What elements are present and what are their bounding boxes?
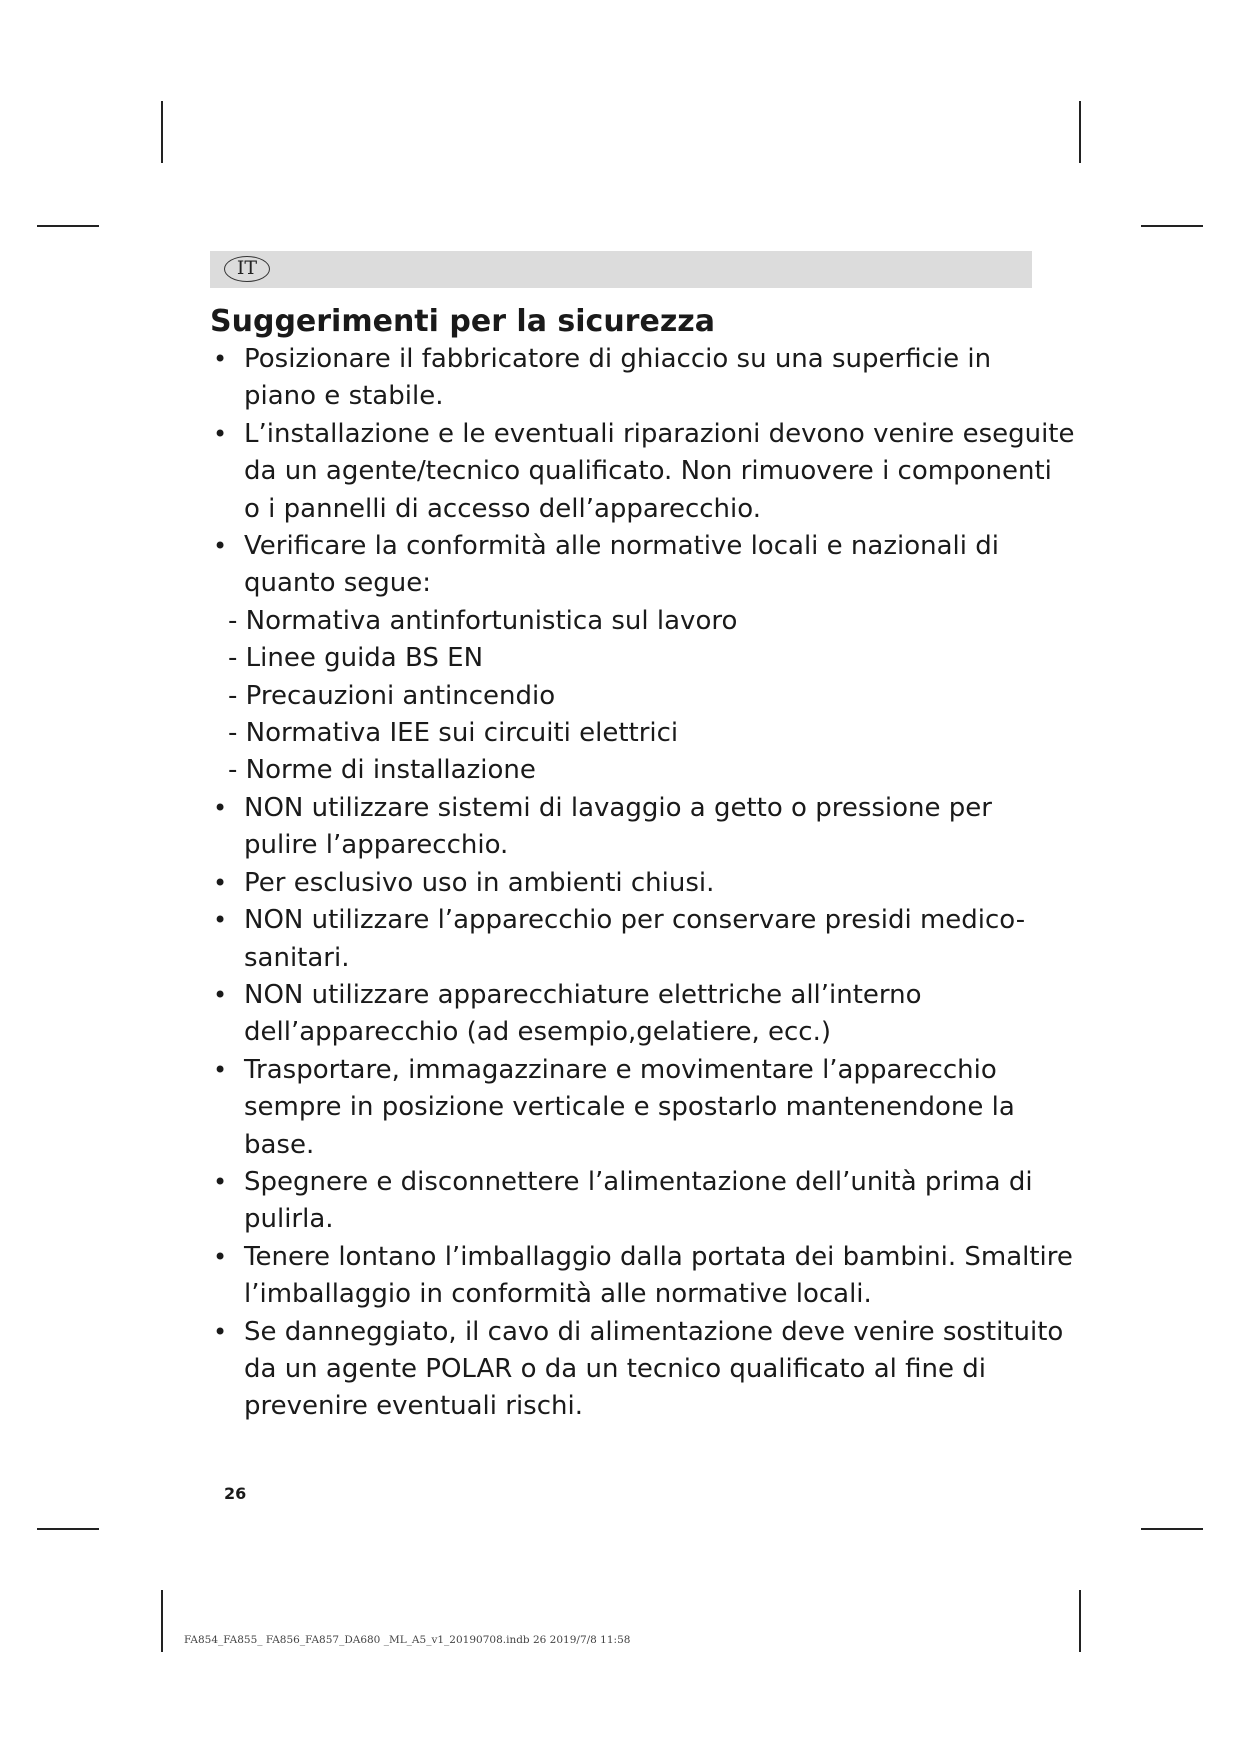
list-item-text: NON utilizzare l’apparecchio per conservare presidi medico- (244, 905, 1026, 936)
bullet-line (210, 1314, 1064, 1351)
bullet-icon: • (213, 1055, 228, 1084)
bullet-line (210, 1276, 1050, 1313)
list-item-text: - Normativa IEE sui circuiti elettrici (228, 718, 679, 749)
safety-tips-list (210, 341, 1075, 1426)
crop-mark-right-upper (1141, 225, 1203, 227)
bullet-line (210, 1351, 1050, 1388)
list-item-text: quanto segue: (244, 568, 432, 599)
list-item-text: l’imballaggio in conformità alle normative locali. (244, 1279, 872, 1310)
bullet-icon: • (213, 793, 228, 822)
page-number: 26 (224, 1484, 247, 1503)
crop-mark-bottom-left (161, 1590, 163, 1652)
bullet-line (210, 827, 1050, 864)
list-item-text: Verificare la conformità alle normative locali e nazionali di (244, 531, 999, 562)
list-item-text: - Precauzioni antincendio (228, 680, 556, 711)
bullet-icon: • (213, 1317, 228, 1346)
list-item-text: Se danneggiato, il cavo di alimentazione deve venire sostituito (244, 1316, 1064, 1347)
bullet-line (210, 1089, 1050, 1126)
bullet-line (210, 1014, 1050, 1051)
bullet-line (210, 341, 1050, 378)
bullet-line (210, 565, 1050, 602)
dash-item (210, 640, 1050, 677)
crop-mark-left-lower (37, 1528, 99, 1530)
bullet-line (210, 977, 1050, 1014)
bullet-line (210, 865, 1050, 902)
crop-mark-right-lower (1141, 1528, 1203, 1530)
list-item-text: - Linee guida BS EN (228, 643, 484, 674)
bullet-line (210, 1239, 1073, 1276)
bullet-line (210, 940, 1050, 977)
bullet-icon: • (213, 345, 228, 373)
bullet-line (210, 1201, 1050, 1238)
list-item-text: L’installazione e le eventuali riparazioni devono venire eseguite (244, 418, 1075, 449)
list-item-text: Spegnere e disconnettere l’alimentazione dell’unità prima di (244, 1166, 1033, 1197)
bullet-icon: • (213, 868, 228, 897)
bullet-line (210, 1127, 1050, 1164)
list-item-text: NON utilizzare apparecchiature elettriche all’interno (244, 979, 922, 1010)
list-item-text: sanitari. (244, 942, 350, 973)
bullet-icon: • (213, 980, 228, 1009)
crop-mark-left-upper (37, 225, 99, 227)
dash-item (210, 715, 1050, 752)
bullet-icon: • (213, 1242, 228, 1271)
bullet-icon: • (213, 1167, 228, 1196)
bullet-line (210, 1052, 1050, 1089)
list-item-text: NON utilizzare sistemi di lavaggio a getto o pressione per (244, 792, 992, 823)
list-item-text: o i pannelli di accesso dell’apparecchio. (244, 493, 761, 524)
list-item-text: pulire l’apparecchio. (244, 830, 509, 861)
list-item-text: da un agente/tecnico qualificato. Non rimuovere i componenti (244, 456, 1052, 487)
dash-item (210, 678, 1050, 715)
list-item-text: dell’apparecchio (ad esempio,gelatiere, ecc.) (244, 1017, 831, 1048)
list-item-text: Posizionare il fabbricatore di ghiaccio su una superficie in (244, 344, 992, 374)
bullet-line (210, 528, 1050, 565)
list-item-text: - Normativa antinfortunistica sul lavoro (228, 605, 738, 636)
list-item-text: da un agente POLAR o da un tecnico qualificato al fine di (244, 1353, 986, 1384)
list-item-text: Trasportare, immagazzinare e movimentare l’apparecchio (244, 1054, 997, 1085)
list-item-text: - Norme di installazione (228, 755, 536, 786)
dash-item (210, 603, 1050, 640)
language-header-bar (210, 251, 1032, 288)
bullet-line (210, 378, 1050, 415)
crop-mark-top-right (1079, 101, 1081, 163)
bullet-line (210, 902, 1050, 939)
dash-item (210, 752, 1050, 789)
crop-mark-top-left (161, 101, 163, 163)
list-item-text: piano e stabile. (244, 381, 444, 412)
bullet-icon: • (213, 419, 228, 448)
list-item-text: Tenere lontano l’imballaggio dalla portata dei bambini. Smaltire (244, 1241, 1073, 1272)
list-item-text: prevenire eventuali rischi. (244, 1391, 583, 1422)
bullet-line (210, 1388, 1050, 1425)
bullet-icon: • (213, 532, 228, 561)
bullet-line (210, 453, 1050, 490)
list-item-text: pulirla. (244, 1204, 334, 1235)
bullet-line (210, 416, 1075, 453)
section-title: Suggerimenti per la sicurezza (210, 304, 715, 339)
bullet-line (210, 1164, 1050, 1201)
list-item-text: sempre in posizione verticale e spostarlo mantenendone la (244, 1092, 1015, 1123)
list-item-text: Per esclusivo uso in ambienti chiusi. (244, 867, 715, 898)
print-slug: FA854_FA855_ FA856_FA857_DA680 _ML_A5_v1_20190708.indb 26 2019/7/8 11:58 (184, 1634, 631, 1646)
language-badge: IT (224, 256, 270, 282)
crop-mark-bottom-right (1079, 1590, 1081, 1652)
list-item-text: base. (244, 1129, 315, 1160)
bullet-icon: • (213, 906, 228, 935)
bullet-line (210, 790, 1050, 827)
bullet-line (210, 491, 1050, 528)
